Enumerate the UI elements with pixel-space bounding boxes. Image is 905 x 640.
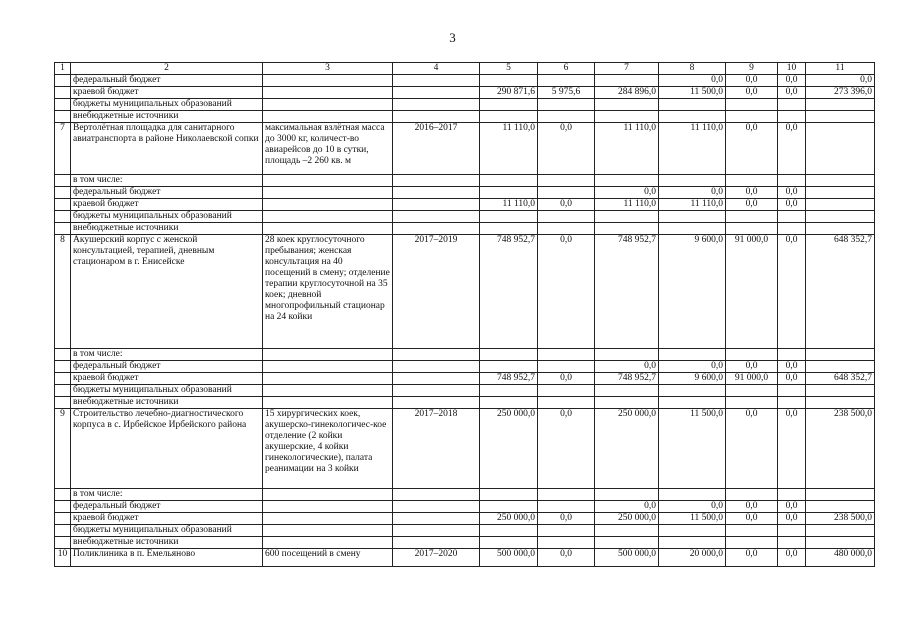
capacity-empty	[263, 537, 393, 549]
period-empty	[393, 397, 480, 409]
column-header: 1	[55, 63, 71, 75]
table-row-source	[55, 513, 875, 525]
amount-cell	[480, 525, 538, 537]
amount-cell: 0,0	[538, 409, 595, 489]
row-number-empty	[55, 385, 71, 397]
amount-cell	[806, 223, 875, 235]
row-number: 7	[55, 123, 71, 175]
amount-cell: 0,0	[778, 501, 806, 513]
amount-cell: 5 975,6	[538, 87, 595, 99]
row-number-empty	[55, 373, 71, 385]
amount-cell: 0,0	[726, 513, 778, 525]
period-empty	[393, 111, 480, 123]
project-capacity: 600 посещений в смену	[263, 549, 393, 567]
amount-cell	[480, 211, 538, 223]
amount-cell	[595, 211, 659, 223]
period-empty	[393, 513, 480, 525]
row-number-empty	[55, 501, 71, 513]
amount-cell: 0,0	[778, 187, 806, 199]
amount-cell	[538, 489, 595, 501]
amount-cell	[538, 349, 595, 361]
capacity-empty	[263, 361, 393, 373]
amount-cell: 11 110,0	[659, 123, 726, 175]
row-number-empty	[55, 75, 71, 87]
period-empty	[393, 349, 480, 361]
amount-cell	[778, 525, 806, 537]
amount-cell: 11 110,0	[480, 123, 538, 175]
amount-cell: 9 600,0	[659, 373, 726, 385]
amount-cell: 91 000,0	[726, 373, 778, 385]
amount-cell: 0,0	[726, 75, 778, 87]
funding-source-label: бюджеты муниципальных образований	[71, 385, 263, 397]
column-header: 8	[659, 63, 726, 75]
funding-source-label: федеральный бюджет	[71, 187, 263, 199]
amount-cell: 0,0	[726, 123, 778, 175]
amount-cell	[806, 199, 875, 211]
amount-cell: 0,0	[726, 409, 778, 489]
amount-cell: 11 500,0	[659, 409, 726, 489]
amount-cell: 0,0	[659, 501, 726, 513]
amount-cell	[595, 75, 659, 87]
amount-cell: 748 952,7	[595, 373, 659, 385]
period-empty	[393, 525, 480, 537]
amount-cell	[778, 397, 806, 409]
column-header: 2	[71, 63, 263, 75]
table-row-source	[55, 99, 875, 111]
row-number-empty	[55, 99, 71, 111]
amount-cell	[659, 175, 726, 187]
amount-cell: 0,0	[778, 373, 806, 385]
capacity-empty	[263, 501, 393, 513]
amount-cell	[480, 223, 538, 235]
amount-cell	[480, 489, 538, 501]
project-name: Поликлиника в п. Емельяново	[71, 549, 263, 567]
amount-cell	[806, 385, 875, 397]
header-row	[55, 63, 875, 75]
amount-cell: 0,0	[778, 75, 806, 87]
amount-cell	[726, 111, 778, 123]
amount-cell	[806, 111, 875, 123]
amount-cell	[595, 111, 659, 123]
project-capacity: 15 хирургических коек, акушерско-гинекологичес-кое отделение (2 койки акушерские, 4 койки гинекологические), палата реанимации на 3 койки	[263, 409, 393, 489]
capacity-empty	[263, 199, 393, 211]
amount-cell	[538, 187, 595, 199]
period-empty	[393, 489, 480, 501]
amount-cell	[480, 75, 538, 87]
column-header: 11	[806, 63, 875, 75]
amount-cell: 0,0	[726, 549, 778, 567]
project-period: 2017–2018	[393, 409, 480, 489]
amount-cell	[659, 397, 726, 409]
amount-cell	[538, 75, 595, 87]
funding-source-label: краевой бюджет	[71, 87, 263, 99]
amount-cell: 11 110,0	[595, 199, 659, 211]
amount-cell: 11 110,0	[595, 123, 659, 175]
amount-cell: 0,0	[659, 75, 726, 87]
capacity-empty	[263, 525, 393, 537]
amount-cell: 250 000,0	[480, 513, 538, 525]
amount-cell	[538, 501, 595, 513]
amount-cell: 0,0	[778, 361, 806, 373]
row-number-empty	[55, 87, 71, 99]
column-header: 7	[595, 63, 659, 75]
table-row-project	[55, 123, 875, 175]
funding-source-label: федеральный бюджет	[71, 361, 263, 373]
period-empty	[393, 211, 480, 223]
funding-source-label: бюджеты муниципальных образований	[71, 99, 263, 111]
funding-source-label: краевой бюджет	[71, 513, 263, 525]
amount-cell: 0,0	[595, 361, 659, 373]
table-body	[55, 63, 875, 567]
table-row-source	[55, 75, 875, 87]
amount-cell	[538, 111, 595, 123]
capacity-empty	[263, 75, 393, 87]
period-empty	[393, 373, 480, 385]
amount-cell: 648 352,7	[806, 373, 875, 385]
amount-cell: 238 500,0	[806, 409, 875, 489]
amount-cell	[659, 385, 726, 397]
amount-cell: 11 500,0	[659, 87, 726, 99]
amount-cell: 0,0	[778, 123, 806, 175]
amount-cell: 0,0	[538, 513, 595, 525]
amount-cell: 0,0	[595, 501, 659, 513]
amount-cell	[538, 385, 595, 397]
amount-cell: 480 000,0	[806, 549, 875, 567]
funding-source-label: внебюджетные источники	[71, 537, 263, 549]
table-row-source	[55, 525, 875, 537]
row-number-empty	[55, 199, 71, 211]
amount-cell: 0,0	[778, 513, 806, 525]
amount-cell	[595, 349, 659, 361]
capacity-empty	[263, 211, 393, 223]
period-empty	[393, 223, 480, 235]
amount-cell: 748 952,7	[480, 373, 538, 385]
amount-cell	[726, 175, 778, 187]
capacity-empty	[263, 385, 393, 397]
amount-cell	[778, 349, 806, 361]
amount-cell	[778, 175, 806, 187]
amount-cell	[659, 349, 726, 361]
period-empty	[393, 385, 480, 397]
capacity-empty	[263, 223, 393, 235]
amount-cell: 0,0	[726, 87, 778, 99]
funding-source-label: внебюджетные источники	[71, 111, 263, 123]
amount-cell	[806, 211, 875, 223]
amount-cell: 0,0	[778, 409, 806, 489]
period-empty	[393, 75, 480, 87]
column-header: 5	[480, 63, 538, 75]
amount-cell	[806, 525, 875, 537]
project-capacity: 28 коек круглосуточного пребывания; женская консультация на 40 посещений в смену; отделение терапии круглосуточной на 35 коек; дневной многопрофильный стационар на 24 койки	[263, 235, 393, 349]
period-empty	[393, 199, 480, 211]
row-number-empty	[55, 175, 71, 187]
row-number-empty	[55, 211, 71, 223]
amount-cell: 0,0	[538, 549, 595, 567]
amount-cell	[480, 111, 538, 123]
amount-cell	[480, 537, 538, 549]
funding-source-label: внебюджетные источники	[71, 223, 263, 235]
amount-cell: 9 600,0	[659, 235, 726, 349]
amount-cell	[595, 525, 659, 537]
amount-cell	[726, 489, 778, 501]
row-number-empty	[55, 525, 71, 537]
amount-cell: 11 110,0	[659, 199, 726, 211]
amount-cell: 0,0	[659, 187, 726, 199]
amount-cell: 0,0	[778, 87, 806, 99]
row-number-empty	[55, 513, 71, 525]
table-row-source	[55, 537, 875, 549]
capacity-empty	[263, 373, 393, 385]
amount-cell	[726, 223, 778, 235]
amount-cell	[595, 385, 659, 397]
capacity-empty	[263, 87, 393, 99]
funding-source-label: федеральный бюджет	[71, 501, 263, 513]
amount-cell: 0,0	[538, 235, 595, 349]
column-header: 6	[538, 63, 595, 75]
amount-cell	[778, 111, 806, 123]
row-number: 9	[55, 409, 71, 489]
table-row-source	[55, 223, 875, 235]
amount-cell: 0,0	[778, 549, 806, 567]
amount-cell: 290 871,6	[480, 87, 538, 99]
column-header: 4	[393, 63, 480, 75]
funding-source-label: краевой бюджет	[71, 373, 263, 385]
amount-cell	[659, 537, 726, 549]
table-row-project	[55, 235, 875, 349]
amount-cell	[480, 187, 538, 199]
capacity-empty	[263, 99, 393, 111]
amount-cell: 20 000,0	[659, 549, 726, 567]
period-empty	[393, 501, 480, 513]
row-number-empty	[55, 223, 71, 235]
amount-cell: 11 110,0	[480, 199, 538, 211]
capacity-empty	[263, 489, 393, 501]
column-header: 9	[726, 63, 778, 75]
amount-cell: 500 000,0	[480, 549, 538, 567]
amount-cell	[595, 175, 659, 187]
funding-source-label: бюджеты муниципальных образований	[71, 211, 263, 223]
project-period: 2017–2019	[393, 235, 480, 349]
table-row-source	[55, 211, 875, 223]
budget-table	[54, 62, 875, 567]
amount-cell	[480, 501, 538, 513]
table-row-source	[55, 397, 875, 409]
amount-cell	[806, 397, 875, 409]
period-empty	[393, 361, 480, 373]
capacity-empty	[263, 349, 393, 361]
row-number-empty	[55, 187, 71, 199]
amount-cell	[659, 223, 726, 235]
amount-cell	[538, 397, 595, 409]
table-row-source	[55, 111, 875, 123]
column-header: 3	[263, 63, 393, 75]
table-row-source	[55, 87, 875, 99]
amount-cell	[659, 99, 726, 111]
amount-cell	[778, 537, 806, 549]
capacity-empty	[263, 397, 393, 409]
table-row-source	[55, 187, 875, 199]
row-number-empty	[55, 349, 71, 361]
amount-cell: 0,0	[538, 123, 595, 175]
amount-cell: 284 896,0	[595, 87, 659, 99]
amount-cell	[480, 397, 538, 409]
amount-cell	[480, 349, 538, 361]
amount-cell: 0,0	[538, 373, 595, 385]
amount-cell: 250 000,0	[595, 513, 659, 525]
row-number-empty	[55, 361, 71, 373]
amount-cell: 500 000,0	[595, 549, 659, 567]
amount-cell: 0,0	[659, 361, 726, 373]
amount-cell	[778, 99, 806, 111]
amount-cell	[480, 175, 538, 187]
amount-cell	[480, 99, 538, 111]
table-row-source	[55, 199, 875, 211]
amount-cell	[595, 99, 659, 111]
project-period: 2016–2017	[393, 123, 480, 175]
row-number-empty	[55, 397, 71, 409]
table-row-source	[55, 385, 875, 397]
project-name: Вертолётная площадка для санитарного авиатранспорта в районе Николаевской сопки	[71, 123, 263, 175]
table-row-source	[55, 373, 875, 385]
amount-cell	[806, 489, 875, 501]
capacity-empty	[263, 187, 393, 199]
page-number: 3	[449, 30, 456, 45]
amount-cell	[726, 397, 778, 409]
funding-source-label: в том числе:	[71, 175, 263, 187]
amount-cell	[806, 99, 875, 111]
amount-cell	[726, 99, 778, 111]
project-capacity: максимальная взлётная масса до 3000 кг, количест-во авиарейсов до 10 в сутки, площадь –2 260 кв. м	[263, 123, 393, 175]
column-header: 10	[778, 63, 806, 75]
amount-cell: 250 000,0	[595, 409, 659, 489]
period-empty	[393, 87, 480, 99]
row-number: 10	[55, 549, 71, 567]
amount-cell: 0,0	[778, 235, 806, 349]
funding-source-label: в том числе:	[71, 489, 263, 501]
funding-source-label: внебюджетные источники	[71, 397, 263, 409]
amount-cell	[806, 123, 875, 175]
amount-cell	[806, 187, 875, 199]
amount-cell	[538, 211, 595, 223]
amount-cell: 238 500,0	[806, 513, 875, 525]
amount-cell	[480, 361, 538, 373]
table-row-source	[55, 361, 875, 373]
amount-cell: 273 396,0	[806, 87, 875, 99]
project-name: Строительство лечебно-диагностического корпуса в с. Ирбейское Ирбейского района	[71, 409, 263, 489]
amount-cell: 0,0	[806, 75, 875, 87]
amount-cell	[538, 175, 595, 187]
amount-cell: 0,0	[595, 187, 659, 199]
amount-cell	[595, 397, 659, 409]
table-row-source	[55, 501, 875, 513]
amount-cell	[659, 525, 726, 537]
amount-cell	[778, 489, 806, 501]
amount-cell: 648 352,7	[806, 235, 875, 349]
row-number-empty	[55, 111, 71, 123]
amount-cell	[726, 537, 778, 549]
amount-cell	[538, 525, 595, 537]
period-empty	[393, 537, 480, 549]
amount-cell: 0,0	[726, 187, 778, 199]
table-row-source	[55, 349, 875, 361]
amount-cell	[659, 489, 726, 501]
amount-cell: 0,0	[778, 199, 806, 211]
amount-cell: 0,0	[726, 501, 778, 513]
amount-cell	[538, 99, 595, 111]
amount-cell: 748 952,7	[480, 235, 538, 349]
amount-cell	[726, 211, 778, 223]
amount-cell	[778, 385, 806, 397]
period-empty	[393, 99, 480, 111]
amount-cell	[595, 537, 659, 549]
row-number: 8	[55, 235, 71, 349]
amount-cell	[595, 489, 659, 501]
row-number-empty	[55, 537, 71, 549]
amount-cell	[806, 537, 875, 549]
table-row-project	[55, 549, 875, 567]
amount-cell	[806, 361, 875, 373]
funding-source-label: федеральный бюджет	[71, 75, 263, 87]
funding-source-label: краевой бюджет	[71, 199, 263, 211]
capacity-empty	[263, 111, 393, 123]
capacity-empty	[263, 175, 393, 187]
amount-cell	[538, 361, 595, 373]
amount-cell: 0,0	[726, 361, 778, 373]
table-row-source	[55, 489, 875, 501]
funding-source-label: в том числе:	[71, 349, 263, 361]
amount-cell	[726, 525, 778, 537]
amount-cell: 11 500,0	[659, 513, 726, 525]
funding-source-label: бюджеты муниципальных образований	[71, 525, 263, 537]
project-name: Акушерский корпус с женской консультацией, терапией, дневным стационаром в г. Енисейске	[71, 235, 263, 349]
amount-cell: 91 000,0	[726, 235, 778, 349]
period-empty	[393, 187, 480, 199]
amount-cell	[538, 537, 595, 549]
amount-cell: 250 000,0	[480, 409, 538, 489]
amount-cell	[726, 349, 778, 361]
amount-cell: 0,0	[726, 199, 778, 211]
amount-cell	[726, 385, 778, 397]
amount-cell	[806, 501, 875, 513]
period-empty	[393, 175, 480, 187]
amount-cell	[778, 223, 806, 235]
amount-cell	[659, 211, 726, 223]
capacity-empty	[263, 513, 393, 525]
table-row-source	[55, 175, 875, 187]
amount-cell: 748 952,7	[595, 235, 659, 349]
amount-cell	[778, 211, 806, 223]
amount-cell	[806, 349, 875, 361]
project-period: 2017–2020	[393, 549, 480, 567]
row-number-empty	[55, 489, 71, 501]
amount-cell	[595, 223, 659, 235]
amount-cell: 0,0	[538, 199, 595, 211]
amount-cell	[538, 223, 595, 235]
amount-cell	[806, 175, 875, 187]
amount-cell	[480, 385, 538, 397]
table-row-project	[55, 409, 875, 489]
amount-cell	[659, 111, 726, 123]
